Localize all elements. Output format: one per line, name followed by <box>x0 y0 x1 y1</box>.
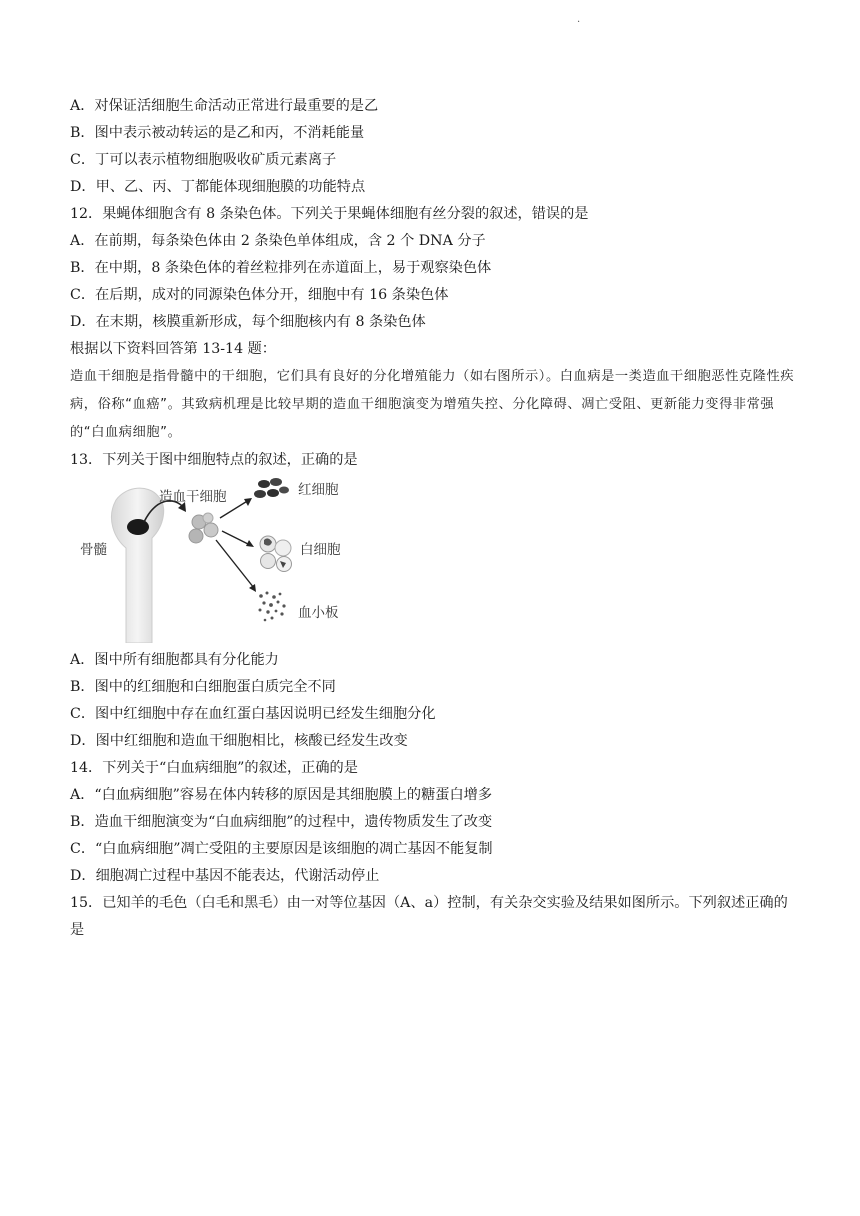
reading-passage: 造血干细胞是指骨髓中的干细胞，它们具有良好的分化增殖能力（如右图所示）。白血病是一类造血干细胞恶性克隆性疾病，俗称“血癌”。其致病机理是比较早期的造血干细胞演变为增殖失控、分化障碍、凋亡受阻、更新能力变得非常强的“白血病细胞”。 <box>70 369 795 440</box>
question-13-stem: 13．下列关于图中细胞特点的叙述，正确的是 <box>70 452 358 468</box>
option-11c: C．丁可以表示植物细胞吸收矿质元素离子 <box>70 152 337 168</box>
option-14b: B．造血干细胞演变为“白血病细胞”的过程中，遗传物质发生了改变 <box>70 814 493 830</box>
option-11d: D．甲、乙、丙、丁都能体现细胞膜的功能特点 <box>70 179 366 195</box>
option-13a: A．图中所有细胞都具有分化能力 <box>70 652 279 668</box>
label-platelet: 血小板 <box>298 605 339 621</box>
material-intro: 根据以下资料回答第 13-14 题： <box>70 341 276 357</box>
page-marker: . <box>577 14 581 25</box>
label-marrow: 骨髓 <box>80 542 107 558</box>
option-13b: B．图中的红细胞和白细胞蛋白质完全不同 <box>70 679 336 695</box>
hematopoiesis-figure <box>80 478 386 643</box>
option-14a: A．“白血病细胞”容易在体内转移的原因是其细胞膜上的糖蛋白增多 <box>70 787 493 803</box>
option-12d: D．在末期，核膜重新形成，每个细胞核内有 8 条染色体 <box>70 314 426 330</box>
document-body <box>70 93 800 944</box>
option-12a: A．在前期，每条染色体由 2 条染色单体组成，含 2 个 DNA 分子 <box>70 233 486 249</box>
option-14d: D．细胞凋亡过程中基因不能表达，代谢活动停止 <box>70 868 380 884</box>
option-13c: C．图中红细胞中存在血红蛋白基因说明已经发生细胞分化 <box>70 706 436 722</box>
option-11a: A．对保证活细胞生命活动正常进行最重要的是乙 <box>70 98 379 114</box>
bone-shape <box>111 488 163 643</box>
label-red-cell: 红细胞 <box>298 482 339 498</box>
option-14c: C．“白血病细胞”凋亡受阻的主要原因是该细胞的凋亡基因不能复制 <box>70 841 493 857</box>
option-12b: B．在中期，8 条染色体的着丝粒排列在赤道面上，易于观察染色体 <box>70 260 492 276</box>
platelet-dots <box>259 592 286 622</box>
figure-drawing <box>86 478 386 643</box>
option-12c: C．在后期，成对的同源染色体分开，细胞中有 16 条染色体 <box>70 287 449 303</box>
question-12-stem: 12．果蝇体细胞含有 8 条染色体。下列关于果蝇体细胞有丝分裂的叙述，错误的是 <box>70 206 589 222</box>
option-13d: D．图中红细胞和造血干细胞相比，核酸已经发生改变 <box>70 733 408 749</box>
option-11b: B．图中表示被动转运的是乙和丙，不消耗能量 <box>70 125 365 141</box>
question-15-stem: 15．已知羊的毛色（白毛和黑毛）由一对等位基因（A、a）控制，有关杂交实验及结果如图所示。下列叙述正确的是 <box>70 895 788 938</box>
label-white-cell: 白细胞 <box>300 542 341 558</box>
question-14-stem: 14．下列关于“白血病细胞”的叙述，正确的是 <box>70 760 358 776</box>
label-stem-cell: 造血干细胞 <box>159 489 227 505</box>
marrow-spot <box>127 519 149 535</box>
